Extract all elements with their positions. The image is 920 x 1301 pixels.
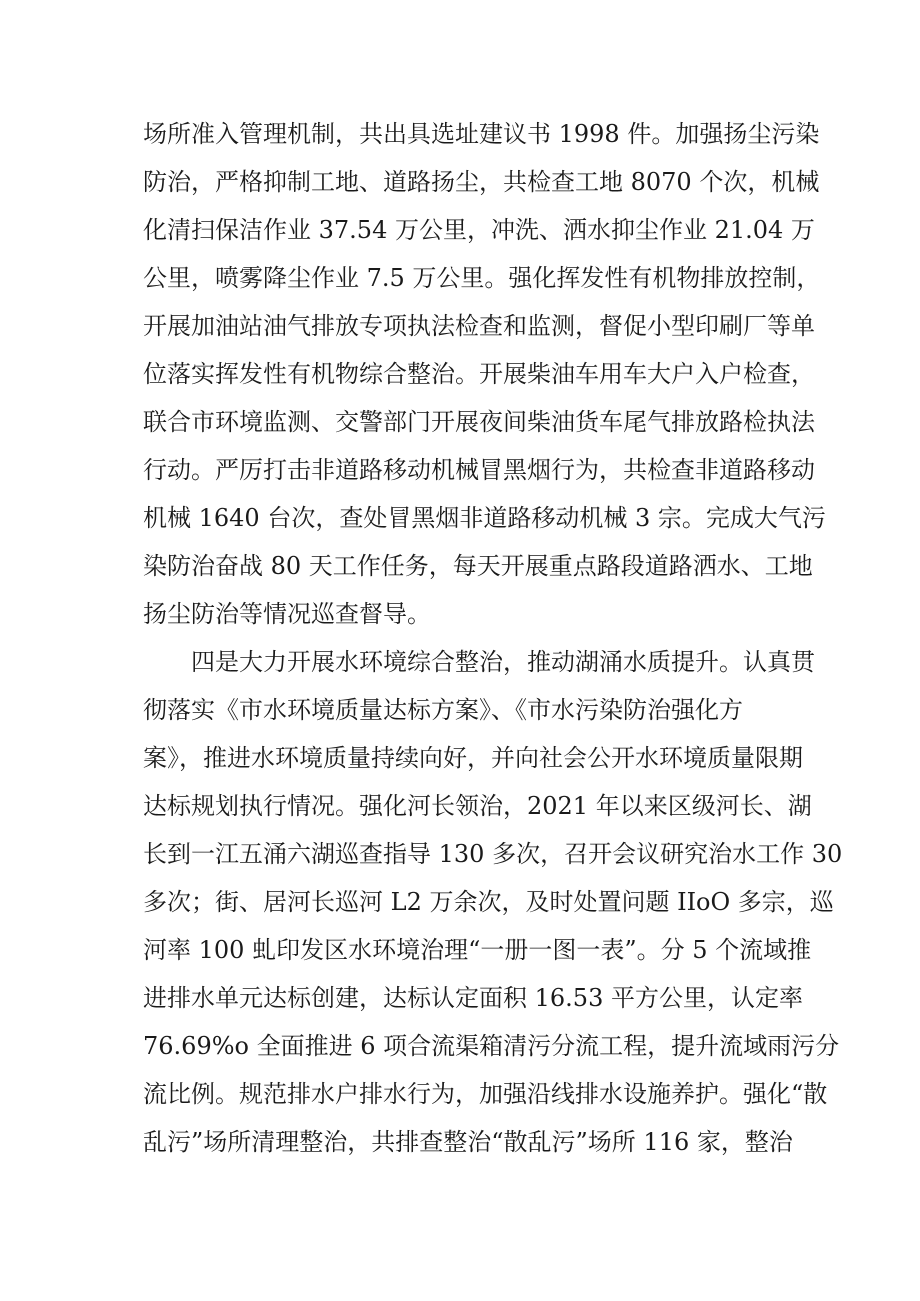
text-line: 案》，推进水环境质量持续向好，并向社会公开水环境质量限期 bbox=[143, 744, 803, 772]
text-line: 公里，喷雾降尘作业 7.5 万公里。强化挥发性有机物排放控制， bbox=[143, 264, 821, 292]
text-line: 机械 1640 台次，查处冒黑烟非道路移动机械 3 宗。完成大气污 bbox=[143, 504, 826, 532]
text-line: 达标规划执行情况。强化河长领治，2021 年以来区级河长、湖 bbox=[143, 792, 812, 820]
text-line: 化清扫保洁作业 37.54 万公里，冲洗、洒水抑尘作业 21.04 万 bbox=[143, 216, 815, 244]
text-line: 河率 100 虬印发区水环境治理“一册一图一表”。分 5 个流域推 bbox=[143, 936, 812, 964]
text-line: 四是大力开展水环境综合整治，推动湖涌水质提升。认真贯 bbox=[191, 648, 815, 676]
text-line: 位落实挥发性有机物综合整治。开展柴油车用车大户入户检查， bbox=[143, 360, 815, 388]
body-text bbox=[143, 110, 843, 1166]
text-line: 染防治奋战 80 天工作任务，每天开展重点路段道路洒水、工地 bbox=[143, 552, 813, 580]
text-line: 联合市环境监测、交警部门开展夜间柴油货车尾气排放路检执法 bbox=[143, 408, 815, 436]
text-line: 行动。严厉打击非道路移动机械冒黑烟行为，共检查非道路移动 bbox=[143, 456, 815, 484]
text-line: 防治，严格抑制工地、道路扬尘，共检查工地 8070 个次，机械 bbox=[143, 168, 820, 196]
text-line: 开展加油站油气排放专项执法检查和监测，督促小型印刷厂等单 bbox=[143, 312, 815, 340]
text-line: 76.69%o 全面推进 6 项合流渠箱清污分流工程，提升流域雨污分 bbox=[143, 1032, 840, 1060]
text-line: 长到一江五涌六湖巡查指导 130 多次，召开会议研究治水工作 30 bbox=[143, 840, 843, 868]
text-line: 乱污”场所清理整治，共排查整治“散乱污”场所 116 家，整治 bbox=[143, 1128, 793, 1156]
paragraph-air-pollution bbox=[143, 110, 826, 638]
paragraph-water-environment bbox=[143, 638, 843, 1166]
text-line: 多次；街、居河长巡河 L2 万余次，及时处置问题 IIoO 多宗，巡 bbox=[143, 888, 834, 916]
text-line: 彻落实《市水环境质量达标方案》、《市水污染防治强化方 bbox=[143, 696, 743, 724]
text-line: 流比例。规范排水户排水行为，加强沿线排水设施养护。强化“散 bbox=[143, 1080, 828, 1108]
text-line: 扬尘防治等情况巡查督导。 bbox=[143, 600, 431, 628]
text-line: 场所准入管理机制，共出具选址建议书 1998 件。加强扬尘污染 bbox=[143, 120, 820, 148]
text-line: 进排水单元达标创建，达标认定面积 16.53 平方公里，认定率 bbox=[143, 984, 803, 1012]
